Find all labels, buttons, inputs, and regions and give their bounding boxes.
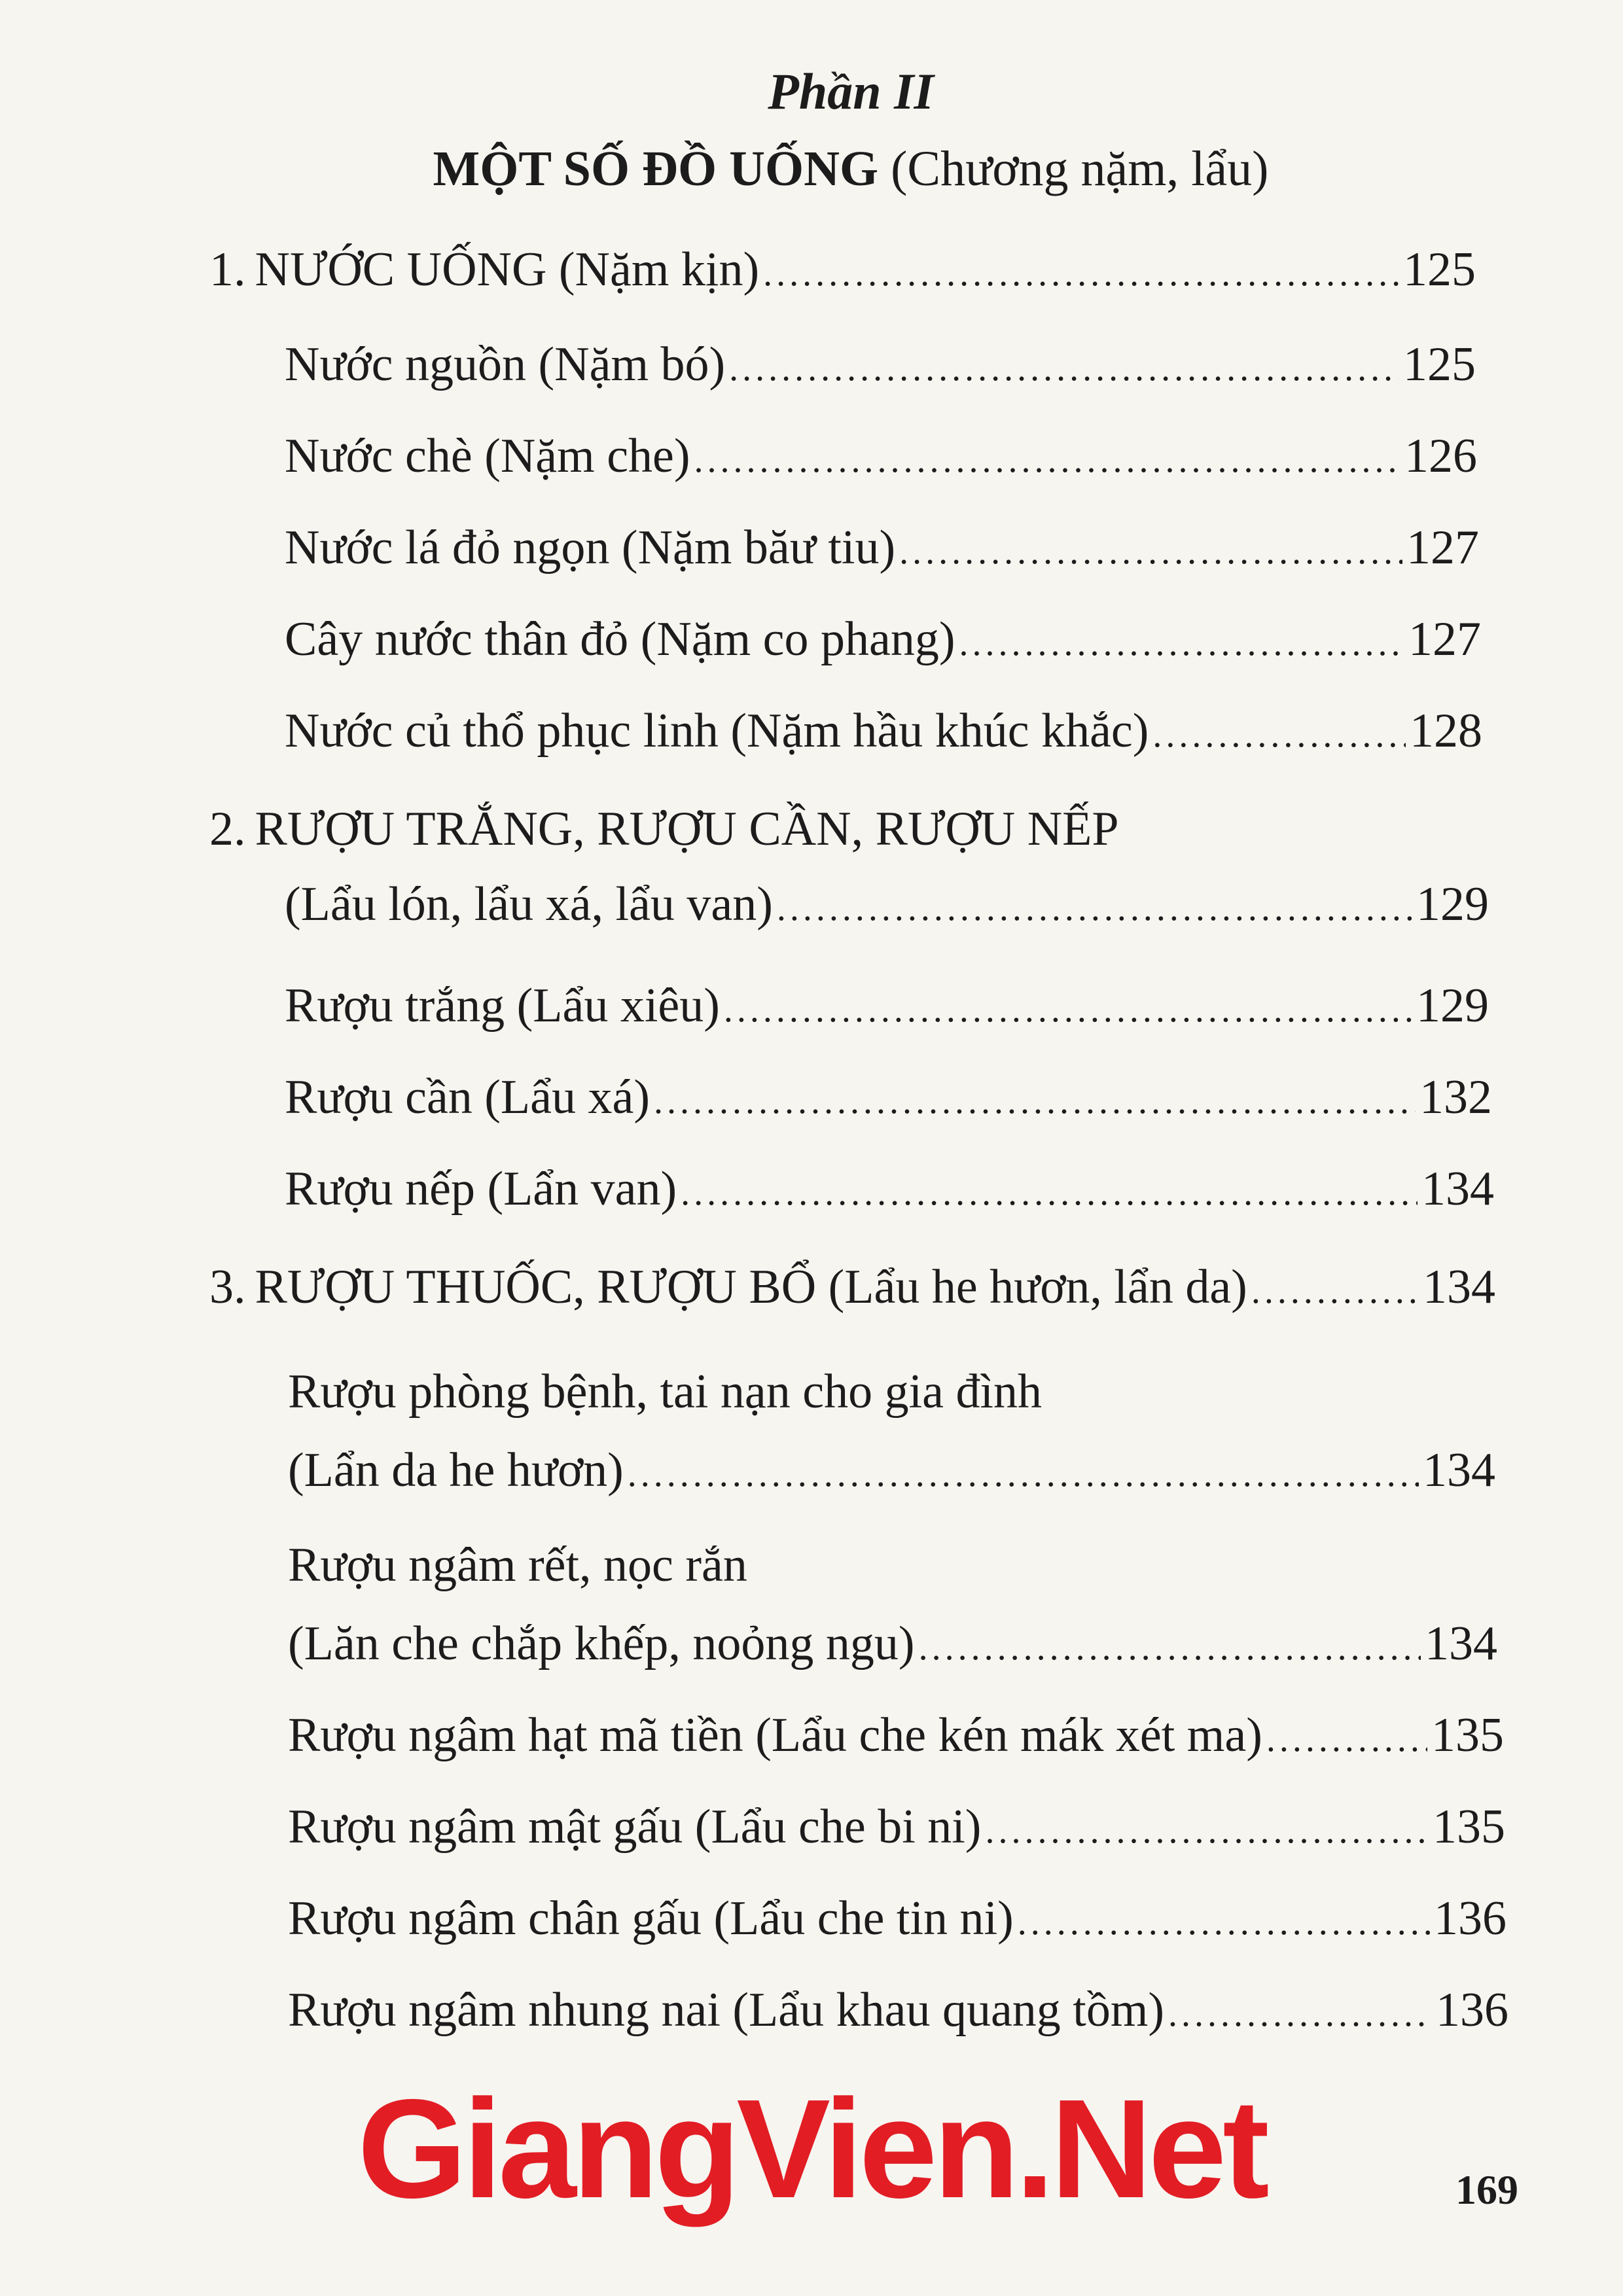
page-number: 169 xyxy=(1455,2166,1518,2213)
entry-number: 1. xyxy=(209,243,246,296)
toc-entry xyxy=(288,1443,1495,1508)
dot-leader xyxy=(1018,1901,1430,1943)
entry-page: 128 xyxy=(1410,704,1482,758)
toc-entry-first-line: Rượu phòng bệnh, tai nạn cho gia đình xyxy=(288,1365,1043,1419)
toc-section-heading xyxy=(209,802,1119,857)
entry-page: 134 xyxy=(1423,1443,1495,1497)
dot-leader xyxy=(919,1627,1421,1669)
toc-entry xyxy=(285,1161,1494,1227)
dot-leader xyxy=(654,1080,1416,1122)
entry-title: Rượu ngâm mật gấu (Lẩu che bi ni) xyxy=(288,1800,982,1854)
entry-title: Nước chè (Nặm che) xyxy=(285,429,690,483)
dot-leader xyxy=(959,622,1404,664)
entry-number: 2. xyxy=(209,802,246,856)
entry-title: Nước củ thổ phục linh (Nặm hầu khúc khắc) xyxy=(285,704,1149,758)
dot-leader xyxy=(694,439,1400,481)
dot-leader xyxy=(1266,1718,1427,1760)
toc-entry xyxy=(288,1708,1504,1773)
entry-page: 126 xyxy=(1404,429,1477,483)
dot-leader xyxy=(724,989,1412,1031)
entry-page: 135 xyxy=(1431,1708,1504,1762)
entry-title: Rượu ngâm hạt mã tiền (Lẩu che kén mák xét ma) xyxy=(288,1708,1262,1762)
section-title-sub: (Chương nặm, lẩu) xyxy=(878,141,1269,196)
dot-leader xyxy=(985,1810,1429,1852)
dot-leader xyxy=(777,887,1412,929)
entry-title-continued: (Lẩn da he hươn) xyxy=(288,1443,624,1497)
toc-entry xyxy=(288,1616,1497,1682)
dot-leader xyxy=(729,347,1399,389)
toc-entry xyxy=(285,612,1481,677)
entry-title: Nước lá đỏ ngọn (Nặm băư tiu) xyxy=(285,521,896,574)
entry-page: 134 xyxy=(1423,1260,1495,1314)
entry-page: 129 xyxy=(1416,979,1489,1033)
dot-leader xyxy=(1168,1993,1432,2035)
entry-page: 129 xyxy=(1416,877,1489,931)
dot-leader xyxy=(763,253,1399,294)
entry-page: 134 xyxy=(1421,1162,1494,1216)
entry-page: 127 xyxy=(1408,612,1481,666)
entry-title: Cây nước thân đỏ (Nặm co phang) xyxy=(285,612,955,666)
toc-entry xyxy=(285,429,1477,494)
toc-entry xyxy=(209,1260,1495,1325)
toc-entry xyxy=(285,703,1482,769)
entry-page: 136 xyxy=(1436,1983,1508,2037)
entry-page: 136 xyxy=(1434,1892,1507,1945)
toc-entry xyxy=(285,520,1479,586)
entry-title: Rượu nếp (Lẩn van) xyxy=(285,1162,677,1216)
entry-page: 135 xyxy=(1433,1800,1505,1854)
watermark-logo: GiangVien.Net xyxy=(357,2070,1266,2227)
entry-page: 132 xyxy=(1419,1070,1492,1124)
entry-title-continued: (Lăn che chắp khếp, noỏng ngu) xyxy=(288,1617,915,1670)
part-title: Phần II xyxy=(768,63,934,120)
dot-leader xyxy=(681,1172,1418,1214)
dot-leader xyxy=(1251,1270,1419,1312)
dot-leader xyxy=(628,1453,1419,1495)
entry-page: 125 xyxy=(1403,338,1476,391)
entry-number: 3. xyxy=(209,1260,246,1314)
entry-page: 134 xyxy=(1425,1617,1497,1670)
dot-leader xyxy=(1152,714,1406,756)
section-title-main: MỘT SỐ ĐỒ UỐNG xyxy=(433,141,879,196)
entry-title: Rượu ngâm nhung nai (Lẩu khau quang tồm) xyxy=(288,1983,1165,2037)
entry-title: NƯỚC UỐNG (Nặm kịn) xyxy=(255,243,760,296)
toc-entry xyxy=(209,242,1476,308)
entry-title: Rượu trắng (Lẩu xiêu) xyxy=(285,979,720,1033)
toc-entry-first-line: Rượu ngâm rết, nọc rắn xyxy=(288,1538,747,1592)
dot-leader xyxy=(899,531,1402,573)
entry-title: Rượu ngâm chân gấu (Lẩu che tin ni) xyxy=(288,1892,1014,1945)
entry-title: RƯỢU THUỐC, RƯỢU BỔ (Lẩu he hươn, lẩn da) xyxy=(255,1260,1247,1314)
entry-title-continued: (Lẩu lón, lẩu xá, lẩu van) xyxy=(285,877,773,931)
toc-entry xyxy=(285,337,1476,402)
toc-entry xyxy=(285,1070,1492,1135)
toc-entry xyxy=(288,1891,1507,1956)
entry-title: Nước nguồn (Nặm bó) xyxy=(285,338,726,391)
entry-title: RƯỢU TRẮNG, RƯỢU CẦN, RƯỢU NẾP xyxy=(255,802,1119,856)
toc-entry xyxy=(288,1799,1505,1865)
entry-page: 125 xyxy=(1403,243,1476,296)
toc-entry xyxy=(285,978,1489,1044)
entry-title: Rượu cần (Lẩu xá) xyxy=(285,1070,650,1124)
entry-page: 127 xyxy=(1406,521,1479,574)
toc-entry xyxy=(288,1983,1508,2048)
toc-entry xyxy=(285,877,1489,942)
